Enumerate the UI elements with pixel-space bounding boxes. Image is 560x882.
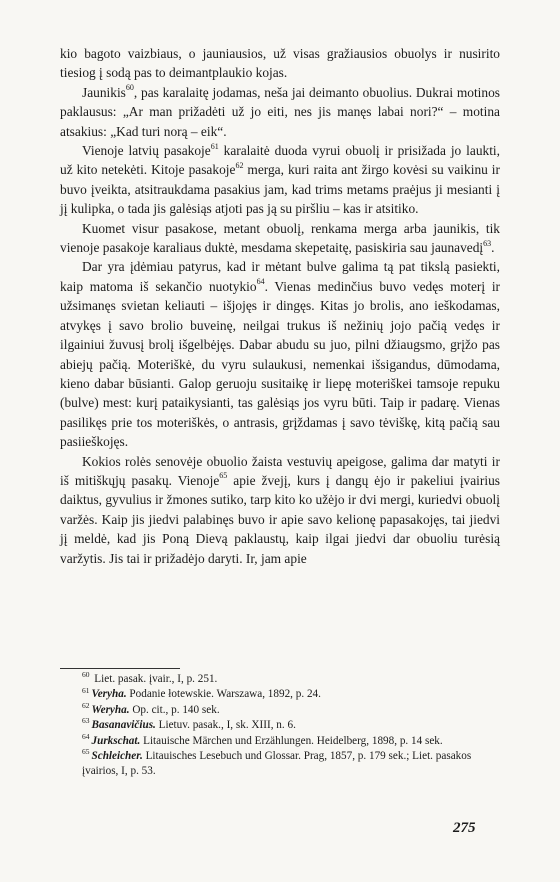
text-run: , pas karalaitę jodamas, neša jai deimanto obuolius. Dukrai motinos paklausus: „Ar man prižadėti už jo eiti, nes jis manęs labai nori?“ – motina atsakius: „Kad turi norą – eik“.	[60, 84, 500, 139]
footnote	[60, 687, 500, 702]
footnote-reference: 61	[210, 141, 219, 151]
footnote-number: 64	[82, 731, 90, 741]
text-run: .	[491, 240, 495, 256]
text-run: merga, kuri raita ant žirgo kovėsi su vaikinu ir buvo įveikta, atsitraukdama pasakius jam, kad trims metams praėjus ji mesianti į jį kulipka, o tada jis galėsiąs atjoti pas ją su piršliu – kas ir atsitiko.	[60, 162, 500, 217]
paragraph	[60, 257, 500, 451]
footnotes	[60, 672, 500, 780]
paragraph	[60, 452, 500, 568]
text-run: karalaitė duoda vyrui obuolį ir prisižada jo laukti, už kito netekėti. Kitoje pasakoje	[60, 143, 500, 178]
text-run: Jaunikis	[82, 84, 126, 100]
paragraph	[60, 44, 500, 83]
footnote-author: Jurkschat.	[91, 734, 141, 747]
text-run: Kuomet visur pasakose, metant obuolį, renkama merga arba jaunikis, tik vienoje pasakoje karaliaus duktė, mesdama skepetaitę, pasiskiria sau jaunavedį	[60, 220, 500, 256]
footnote-divider	[60, 668, 180, 669]
footnote	[60, 749, 500, 780]
footnote-number: 62	[82, 701, 90, 711]
footnote	[60, 703, 500, 718]
paragraph	[60, 83, 500, 141]
paragraph	[60, 141, 500, 219]
paragraph	[60, 219, 500, 258]
text-run: Kokios rolės senovėje obuolio žaista vestuvių apeigose, galima dar matyti ir iš mitiškųjų pasakų. Vienoje	[60, 453, 500, 488]
footnote-text: Liet. pasak. įvair., I, p. 251.	[91, 673, 218, 685]
footnote-text: Podanie łotewskie. Warszawa, 1892, p. 24.	[126, 688, 321, 701]
footnote-reference: 62	[235, 160, 244, 170]
footnote-number: 63	[82, 716, 90, 726]
footnote-text: Op. cit., p. 140 sek.	[129, 703, 220, 716]
footnote-author: Basanavičius.	[91, 719, 156, 732]
footnote-number: 60	[82, 670, 90, 680]
main-text	[60, 44, 500, 568]
footnote-author: Veryha.	[91, 688, 127, 701]
footnote-reference: 63	[483, 238, 492, 248]
footnote-text: Litauische Märchen und Erzählungen. Heidelberg, 1898, p. 14 sek.	[140, 734, 443, 747]
footnote-author: Schleicher.	[91, 750, 143, 763]
footnote-text: Lietuv. pasak., I, sk. XIII, n. 6.	[155, 719, 296, 732]
footnote	[60, 672, 500, 687]
footnote-reference: 60	[125, 83, 134, 93]
footnote-author: Weryha.	[91, 703, 130, 716]
text-run: Dar yra įdėmiau patyrus, kad ir mėtant bulve galima tą pat tikslą pasiekti, kaip matoma iš sekančio nuotykio	[60, 259, 500, 294]
text-run: kio bagoto vaizbiaus, o jauniausios, už visas gražiausios obuolys ir nusirito tiesiog į sodą pas to deimantplaukio kojas.	[60, 46, 500, 81]
page-number: 275	[453, 820, 476, 836]
footnote-reference: 64	[256, 277, 265, 287]
footnote-text: Litauisches Lesebuch und Glossar. Prag, 1857, p. 179 sek.; Liet. pasakos įvairios, I, p. 53.	[82, 750, 472, 778]
footnote	[60, 731, 500, 749]
footnote-reference: 65	[219, 471, 228, 481]
text-run: Vienoje latvių pasakoje	[82, 143, 211, 159]
footnote-number: 61	[82, 685, 90, 695]
footnote-number: 65	[82, 747, 90, 757]
footnote	[60, 718, 500, 733]
text-run: . Vienas medinčius buvo vedęs moterį ir užsimanęs svietan keliauti – išjojęs ir dingęs. Kitas jo brolis, ano ieškodamas, atvykęs į savo brolio buveinę, neilgai trukus iš nežinių jojo pačią vedęs ir ilgainiui žuvusį brolį išgelbėjęs. Dabar abudu su juo, pilni džiaugsmo, grįžo pas abiejų pačią. Moteriškė, du vyru sulaukusi, nemenkai išsigandus, dūmodama, kieno dabar būsianti. Galop geruoju susitaikę ir liepę moteriškei tamsoje repuku (bulve) mest: kurį pataikysianti, tas galėsiąs jos vyru būti. Taip ir padarę. Vienas pasilikęs prie tos moteriškės, o antrasis, grįždamas į savo tėviškę, kitą pačią sau pasiieškojęs.	[60, 278, 500, 450]
text-run: apie žvejį, kurs į dangų ėjo ir pakeliui įvairius daiktus, gyvulius ir žmones sutiko, tarp kito ko užėjo ir dvi mergi, kuriedvi obuolį varžės. Kaip jis jiedvi palabinęs buvo ir apie savo kelionę papasakojęs, tai jiedvi jį meldė, kad jis Poną Dievą paklaustų, kaip ilgai jiedvi dar obuoliu turėsią varžytis. Jis tai ir prižadėjo daryti. Ir, jam apie	[60, 472, 500, 566]
